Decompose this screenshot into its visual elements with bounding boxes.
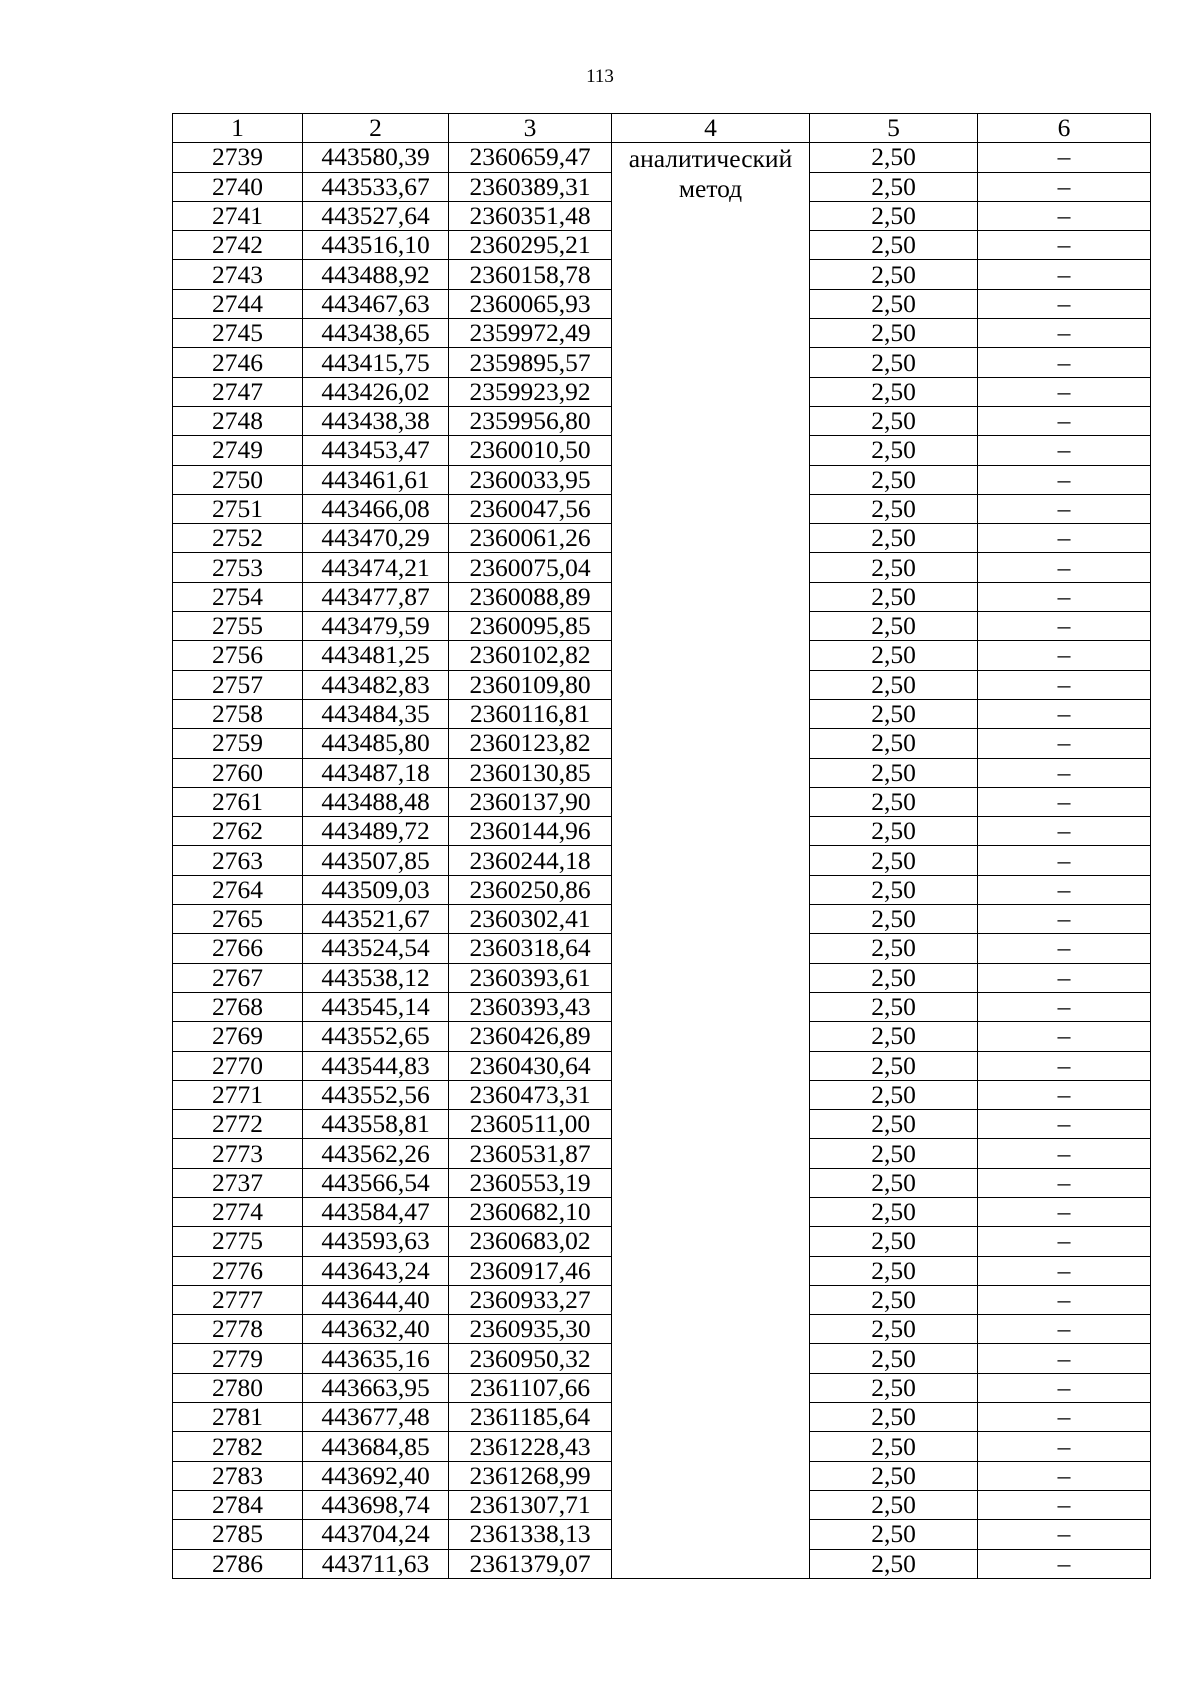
x-coordinate-cell: 443461,61 xyxy=(303,465,449,494)
x-coordinate-cell: 443544,83 xyxy=(303,1051,449,1080)
point-number-cell: 2741 xyxy=(173,201,303,230)
point-number-cell: 2761 xyxy=(173,787,303,816)
description-cell: – xyxy=(978,699,1151,728)
description-cell: – xyxy=(978,348,1151,377)
accuracy-cell: 2,50 xyxy=(810,348,978,377)
y-coordinate-cell: 2360511,00 xyxy=(449,1110,612,1139)
y-coordinate-cell: 2360102,82 xyxy=(449,641,612,670)
point-number-cell: 2753 xyxy=(173,553,303,582)
x-coordinate-cell: 443438,65 xyxy=(303,319,449,348)
point-number-cell: 2765 xyxy=(173,905,303,934)
x-coordinate-cell: 443562,26 xyxy=(303,1139,449,1168)
y-coordinate-cell: 2361379,07 xyxy=(449,1549,612,1578)
description-cell: – xyxy=(978,494,1151,523)
accuracy-cell: 2,50 xyxy=(810,641,978,670)
description-cell: – xyxy=(978,1110,1151,1139)
method-text-line: метод xyxy=(678,174,743,204)
y-coordinate-cell: 2360426,89 xyxy=(449,1022,612,1051)
accuracy-cell: 2,50 xyxy=(810,1373,978,1402)
point-number-cell: 2740 xyxy=(173,172,303,201)
point-number-cell: 2763 xyxy=(173,846,303,875)
accuracy-cell: 2,50 xyxy=(810,524,978,553)
point-number-cell: 2739 xyxy=(173,143,303,172)
description-cell: – xyxy=(978,1285,1151,1314)
x-coordinate-cell: 443507,85 xyxy=(303,846,449,875)
description-cell: – xyxy=(978,641,1151,670)
point-number-cell: 2781 xyxy=(173,1403,303,1432)
coordinates-table xyxy=(172,113,1151,1579)
accuracy-cell: 2,50 xyxy=(810,377,978,406)
y-coordinate-cell: 2361307,71 xyxy=(449,1490,612,1519)
accuracy-cell: 2,50 xyxy=(810,406,978,435)
y-coordinate-cell: 2360075,04 xyxy=(449,553,612,582)
y-coordinate-cell: 2360933,27 xyxy=(449,1285,612,1314)
y-coordinate-cell: 2360010,50 xyxy=(449,436,612,465)
y-coordinate-cell: 2360553,19 xyxy=(449,1168,612,1197)
description-cell: – xyxy=(978,729,1151,758)
description-cell: – xyxy=(978,201,1151,230)
y-coordinate-cell: 2359956,80 xyxy=(449,406,612,435)
point-number-cell: 2771 xyxy=(173,1080,303,1109)
point-number-cell: 2758 xyxy=(173,699,303,728)
x-coordinate-cell: 443632,40 xyxy=(303,1315,449,1344)
point-number-cell: 2749 xyxy=(173,436,303,465)
x-coordinate-cell: 443481,25 xyxy=(303,641,449,670)
x-coordinate-cell: 443533,67 xyxy=(303,172,449,201)
x-coordinate-cell: 443704,24 xyxy=(303,1520,449,1549)
x-coordinate-cell: 443516,10 xyxy=(303,231,449,260)
accuracy-cell: 2,50 xyxy=(810,494,978,523)
header-col-4: 4 xyxy=(612,114,810,143)
accuracy-cell: 2,50 xyxy=(810,172,978,201)
accuracy-cell: 2,50 xyxy=(810,1490,978,1519)
accuracy-cell: 2,50 xyxy=(810,817,978,846)
description-cell: – xyxy=(978,231,1151,260)
accuracy-cell: 2,50 xyxy=(810,699,978,728)
description-cell: – xyxy=(978,465,1151,494)
point-number-cell: 2757 xyxy=(173,670,303,699)
accuracy-cell: 2,50 xyxy=(810,1461,978,1490)
point-number-cell: 2772 xyxy=(173,1110,303,1139)
x-coordinate-cell: 443438,38 xyxy=(303,406,449,435)
point-number-cell: 2786 xyxy=(173,1549,303,1578)
accuracy-cell: 2,50 xyxy=(810,1549,978,1578)
accuracy-cell: 2,50 xyxy=(810,1022,978,1051)
table-row xyxy=(173,143,1151,172)
description-cell: – xyxy=(978,1022,1151,1051)
accuracy-cell: 2,50 xyxy=(810,905,978,934)
description-cell: – xyxy=(978,289,1151,318)
description-cell: – xyxy=(978,817,1151,846)
accuracy-cell: 2,50 xyxy=(810,553,978,582)
accuracy-cell: 2,50 xyxy=(810,846,978,875)
x-coordinate-cell: 443474,21 xyxy=(303,553,449,582)
x-coordinate-cell: 443470,29 xyxy=(303,524,449,553)
point-number-cell: 2769 xyxy=(173,1022,303,1051)
description-cell: – xyxy=(978,787,1151,816)
y-coordinate-cell: 2359972,49 xyxy=(449,319,612,348)
x-coordinate-cell: 443477,87 xyxy=(303,582,449,611)
x-coordinate-cell: 443677,48 xyxy=(303,1403,449,1432)
x-coordinate-cell: 443538,12 xyxy=(303,963,449,992)
point-number-cell: 2770 xyxy=(173,1051,303,1080)
x-coordinate-cell: 443426,02 xyxy=(303,377,449,406)
accuracy-cell: 2,50 xyxy=(810,1051,978,1080)
x-coordinate-cell: 443484,35 xyxy=(303,699,449,728)
y-coordinate-cell: 2361185,64 xyxy=(449,1403,612,1432)
point-number-cell: 2755 xyxy=(173,612,303,641)
x-coordinate-cell: 443684,85 xyxy=(303,1432,449,1461)
description-cell: – xyxy=(978,992,1151,1021)
y-coordinate-cell: 2360430,64 xyxy=(449,1051,612,1080)
header-col-1: 1 xyxy=(173,114,303,143)
point-number-cell: 2775 xyxy=(173,1227,303,1256)
x-coordinate-cell: 443467,63 xyxy=(303,289,449,318)
y-coordinate-cell: 2360061,26 xyxy=(449,524,612,553)
accuracy-cell: 2,50 xyxy=(810,875,978,904)
description-cell: – xyxy=(978,1197,1151,1226)
y-coordinate-cell: 2360158,78 xyxy=(449,260,612,289)
x-coordinate-cell: 443489,72 xyxy=(303,817,449,846)
point-number-cell: 2764 xyxy=(173,875,303,904)
method-cell xyxy=(612,143,810,1579)
method-text-line: аналитический xyxy=(628,144,793,174)
accuracy-cell: 2,50 xyxy=(810,963,978,992)
accuracy-cell: 2,50 xyxy=(810,1432,978,1461)
accuracy-cell: 2,50 xyxy=(810,1256,978,1285)
x-coordinate-cell: 443482,83 xyxy=(303,670,449,699)
x-coordinate-cell: 443488,48 xyxy=(303,787,449,816)
description-cell: – xyxy=(978,1168,1151,1197)
description-cell: – xyxy=(978,524,1151,553)
y-coordinate-cell: 2360531,87 xyxy=(449,1139,612,1168)
accuracy-cell: 2,50 xyxy=(810,319,978,348)
accuracy-cell: 2,50 xyxy=(810,465,978,494)
accuracy-cell: 2,50 xyxy=(810,1080,978,1109)
x-coordinate-cell: 443552,56 xyxy=(303,1080,449,1109)
y-coordinate-cell: 2360144,96 xyxy=(449,817,612,846)
description-cell: – xyxy=(978,1432,1151,1461)
y-coordinate-cell: 2360473,31 xyxy=(449,1080,612,1109)
accuracy-cell: 2,50 xyxy=(810,934,978,963)
x-coordinate-cell: 443566,54 xyxy=(303,1168,449,1197)
x-coordinate-cell: 443552,65 xyxy=(303,1022,449,1051)
point-number-cell: 2782 xyxy=(173,1432,303,1461)
accuracy-cell: 2,50 xyxy=(810,143,978,172)
point-number-cell: 2767 xyxy=(173,963,303,992)
accuracy-cell: 2,50 xyxy=(810,612,978,641)
header-col-3: 3 xyxy=(449,114,612,143)
accuracy-cell: 2,50 xyxy=(810,1139,978,1168)
y-coordinate-cell: 2360393,43 xyxy=(449,992,612,1021)
y-coordinate-cell: 2360047,56 xyxy=(449,494,612,523)
description-cell: – xyxy=(978,1256,1151,1285)
y-coordinate-cell: 2360917,46 xyxy=(449,1256,612,1285)
description-cell: – xyxy=(978,1520,1151,1549)
y-coordinate-cell: 2360109,80 xyxy=(449,670,612,699)
description-cell: – xyxy=(978,406,1151,435)
accuracy-cell: 2,50 xyxy=(810,1315,978,1344)
description-cell: – xyxy=(978,1490,1151,1519)
description-cell: – xyxy=(978,1227,1151,1256)
y-coordinate-cell: 2360302,41 xyxy=(449,905,612,934)
description-cell: – xyxy=(978,1080,1151,1109)
point-number-cell: 2756 xyxy=(173,641,303,670)
y-coordinate-cell: 2360683,02 xyxy=(449,1227,612,1256)
x-coordinate-cell: 443584,47 xyxy=(303,1197,449,1226)
description-cell: – xyxy=(978,172,1151,201)
point-number-cell: 2777 xyxy=(173,1285,303,1314)
accuracy-cell: 2,50 xyxy=(810,436,978,465)
y-coordinate-cell: 2360935,30 xyxy=(449,1315,612,1344)
accuracy-cell: 2,50 xyxy=(810,992,978,1021)
accuracy-cell: 2,50 xyxy=(810,231,978,260)
point-number-cell: 2743 xyxy=(173,260,303,289)
accuracy-cell: 2,50 xyxy=(810,1520,978,1549)
y-coordinate-cell: 2361268,99 xyxy=(449,1461,612,1490)
header-col-6: 6 xyxy=(978,114,1151,143)
point-number-cell: 2737 xyxy=(173,1168,303,1197)
x-coordinate-cell: 443524,54 xyxy=(303,934,449,963)
description-cell: – xyxy=(978,553,1151,582)
point-number-cell: 2754 xyxy=(173,582,303,611)
description-cell: – xyxy=(978,1461,1151,1490)
description-cell: – xyxy=(978,934,1151,963)
accuracy-cell: 2,50 xyxy=(810,1403,978,1432)
x-coordinate-cell: 443593,63 xyxy=(303,1227,449,1256)
y-coordinate-cell: 2361338,13 xyxy=(449,1520,612,1549)
description-cell: – xyxy=(978,1139,1151,1168)
description-cell: – xyxy=(978,875,1151,904)
accuracy-cell: 2,50 xyxy=(810,289,978,318)
description-cell: – xyxy=(978,758,1151,787)
accuracy-cell: 2,50 xyxy=(810,1110,978,1139)
point-number-cell: 2752 xyxy=(173,524,303,553)
description-cell: – xyxy=(978,1344,1151,1373)
table-body xyxy=(173,143,1151,1579)
y-coordinate-cell: 2360659,47 xyxy=(449,143,612,172)
accuracy-cell: 2,50 xyxy=(810,1227,978,1256)
x-coordinate-cell: 443453,47 xyxy=(303,436,449,465)
accuracy-cell: 2,50 xyxy=(810,787,978,816)
x-coordinate-cell: 443487,18 xyxy=(303,758,449,787)
accuracy-cell: 2,50 xyxy=(810,1285,978,1314)
point-number-cell: 2768 xyxy=(173,992,303,1021)
description-cell: – xyxy=(978,377,1151,406)
point-number-cell: 2747 xyxy=(173,377,303,406)
header-col-5: 5 xyxy=(810,114,978,143)
header-col-2: 2 xyxy=(303,114,449,143)
x-coordinate-cell: 443644,40 xyxy=(303,1285,449,1314)
description-cell: – xyxy=(978,1403,1151,1432)
description-cell: – xyxy=(978,612,1151,641)
point-number-cell: 2760 xyxy=(173,758,303,787)
x-coordinate-cell: 443635,16 xyxy=(303,1344,449,1373)
y-coordinate-cell: 2360095,85 xyxy=(449,612,612,641)
point-number-cell: 2774 xyxy=(173,1197,303,1226)
point-number-cell: 2783 xyxy=(173,1461,303,1490)
point-number-cell: 2759 xyxy=(173,729,303,758)
point-number-cell: 2744 xyxy=(173,289,303,318)
description-cell: – xyxy=(978,1549,1151,1578)
y-coordinate-cell: 2360950,32 xyxy=(449,1344,612,1373)
description-cell: – xyxy=(978,1051,1151,1080)
x-coordinate-cell: 443527,64 xyxy=(303,201,449,230)
accuracy-cell: 2,50 xyxy=(810,670,978,699)
x-coordinate-cell: 443663,95 xyxy=(303,1373,449,1402)
y-coordinate-cell: 2360244,18 xyxy=(449,846,612,875)
y-coordinate-cell: 2360088,89 xyxy=(449,582,612,611)
x-coordinate-cell: 443698,74 xyxy=(303,1490,449,1519)
header-row xyxy=(173,114,1151,143)
point-number-cell: 2750 xyxy=(173,465,303,494)
x-coordinate-cell: 443711,63 xyxy=(303,1549,449,1578)
y-coordinate-cell: 2360393,61 xyxy=(449,963,612,992)
point-number-cell: 2746 xyxy=(173,348,303,377)
x-coordinate-cell: 443509,03 xyxy=(303,875,449,904)
description-cell: – xyxy=(978,436,1151,465)
x-coordinate-cell: 443415,75 xyxy=(303,348,449,377)
description-cell: – xyxy=(978,905,1151,934)
description-cell: – xyxy=(978,963,1151,992)
description-cell: – xyxy=(978,143,1151,172)
x-coordinate-cell: 443643,24 xyxy=(303,1256,449,1285)
point-number-cell: 2776 xyxy=(173,1256,303,1285)
description-cell: – xyxy=(978,319,1151,348)
x-coordinate-cell: 443485,80 xyxy=(303,729,449,758)
y-coordinate-cell: 2360130,85 xyxy=(449,758,612,787)
y-coordinate-cell: 2359895,57 xyxy=(449,348,612,377)
y-coordinate-cell: 2360137,90 xyxy=(449,787,612,816)
description-cell: – xyxy=(978,1373,1151,1402)
y-coordinate-cell: 2360389,31 xyxy=(449,172,612,201)
description-cell: – xyxy=(978,846,1151,875)
accuracy-cell: 2,50 xyxy=(810,1197,978,1226)
y-coordinate-cell: 2360250,86 xyxy=(449,875,612,904)
accuracy-cell: 2,50 xyxy=(810,729,978,758)
point-number-cell: 2745 xyxy=(173,319,303,348)
point-number-cell: 2778 xyxy=(173,1315,303,1344)
y-coordinate-cell: 2360351,48 xyxy=(449,201,612,230)
x-coordinate-cell: 443479,59 xyxy=(303,612,449,641)
point-number-cell: 2742 xyxy=(173,231,303,260)
y-coordinate-cell: 2360682,10 xyxy=(449,1197,612,1226)
point-number-cell: 2773 xyxy=(173,1139,303,1168)
point-number-cell: 2751 xyxy=(173,494,303,523)
x-coordinate-cell: 443521,67 xyxy=(303,905,449,934)
accuracy-cell: 2,50 xyxy=(810,260,978,289)
y-coordinate-cell: 2361107,66 xyxy=(449,1373,612,1402)
point-number-cell: 2784 xyxy=(173,1490,303,1519)
x-coordinate-cell: 443558,81 xyxy=(303,1110,449,1139)
y-coordinate-cell: 2360123,82 xyxy=(449,729,612,758)
x-coordinate-cell: 443466,08 xyxy=(303,494,449,523)
description-cell: – xyxy=(978,1315,1151,1344)
point-number-cell: 2762 xyxy=(173,817,303,846)
y-coordinate-cell: 2360295,21 xyxy=(449,231,612,260)
y-coordinate-cell: 2360116,81 xyxy=(449,699,612,728)
x-coordinate-cell: 443692,40 xyxy=(303,1461,449,1490)
y-coordinate-cell: 2360065,93 xyxy=(449,289,612,318)
point-number-cell: 2748 xyxy=(173,406,303,435)
accuracy-cell: 2,50 xyxy=(810,1344,978,1373)
y-coordinate-cell: 2361228,43 xyxy=(449,1432,612,1461)
description-cell: – xyxy=(978,670,1151,699)
point-number-cell: 2766 xyxy=(173,934,303,963)
point-number-cell: 2779 xyxy=(173,1344,303,1373)
x-coordinate-cell: 443545,14 xyxy=(303,992,449,1021)
accuracy-cell: 2,50 xyxy=(810,1168,978,1197)
page-number: 113 xyxy=(586,66,614,87)
point-number-cell: 2785 xyxy=(173,1520,303,1549)
x-coordinate-cell: 443580,39 xyxy=(303,143,449,172)
accuracy-cell: 2,50 xyxy=(810,201,978,230)
y-coordinate-cell: 2359923,92 xyxy=(449,377,612,406)
y-coordinate-cell: 2360033,95 xyxy=(449,465,612,494)
description-cell: – xyxy=(978,260,1151,289)
x-coordinate-cell: 443488,92 xyxy=(303,260,449,289)
point-number-cell: 2780 xyxy=(173,1373,303,1402)
y-coordinate-cell: 2360318,64 xyxy=(449,934,612,963)
accuracy-cell: 2,50 xyxy=(810,758,978,787)
accuracy-cell: 2,50 xyxy=(810,582,978,611)
description-cell: – xyxy=(978,582,1151,611)
